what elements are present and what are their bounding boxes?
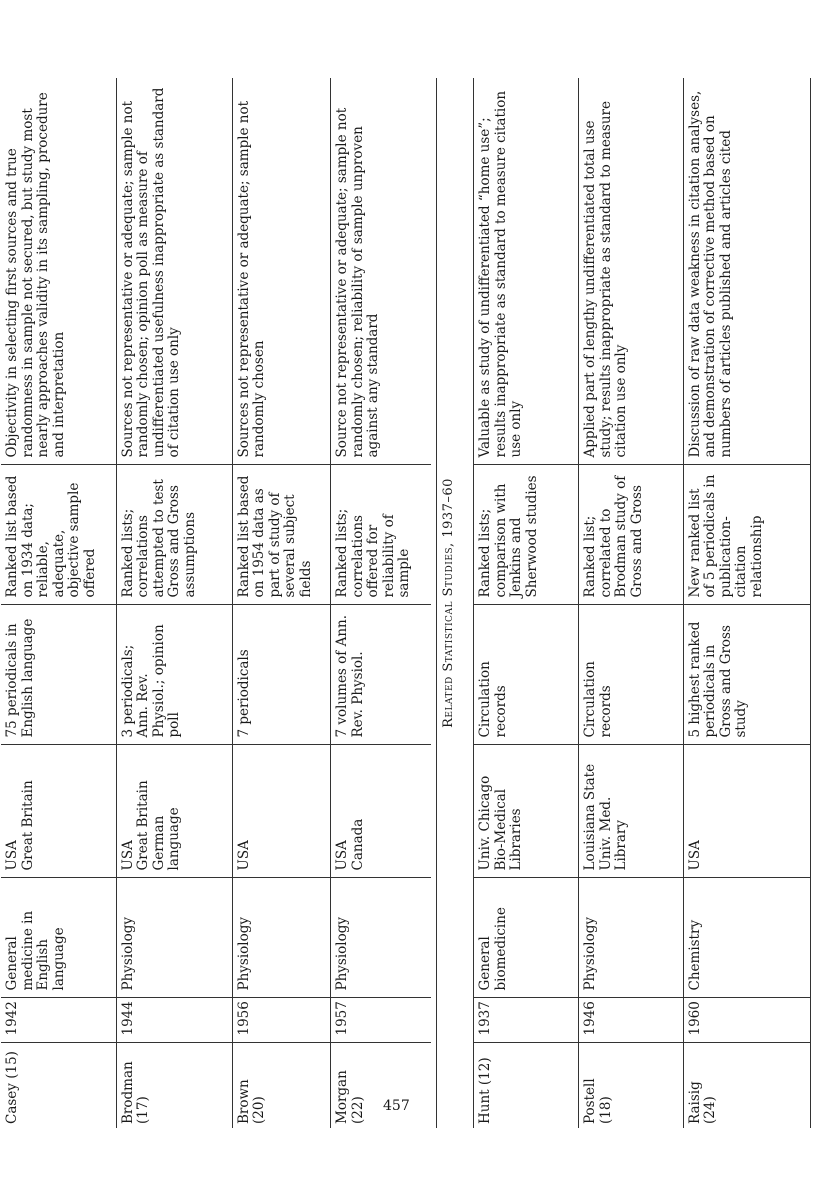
- author-cell: Brown (20): [232, 1043, 331, 1128]
- year-cell: 1946: [579, 998, 684, 1043]
- source-cell: 3 periodicals; Ann. Rev. Physiol.; opinion poll: [116, 605, 232, 745]
- related-studies-table: [436, 78, 811, 1128]
- source-cell: 5 highest ranked periodicals in Gross and Gross study: [683, 605, 810, 745]
- field-cell: Physiology: [331, 878, 431, 998]
- author-cell: Casey (15): [1, 1043, 116, 1128]
- country-cell: USA: [232, 745, 331, 878]
- results-cell: Ranked list based on 1954 data as part of study of several subject fields: [232, 465, 331, 605]
- source-cell: 75 periodicals in English language: [1, 605, 116, 745]
- year-cell: 1960: [683, 998, 810, 1043]
- results-cell: Ranked lists; correlations attempted to test Gross and Gross assumptions: [116, 465, 232, 605]
- author-cell: Brodman (17): [116, 1043, 232, 1128]
- year-cell: 1944: [116, 998, 232, 1043]
- studies-table: [1, 78, 431, 1128]
- country-cell: USA: [683, 745, 810, 878]
- table-row: [683, 78, 810, 1128]
- source-cell: Circulation records: [474, 605, 579, 745]
- author-cell: Postell (18): [579, 1043, 684, 1128]
- country-cell: USA Great Britain: [1, 745, 116, 878]
- source-cell: Circulation records: [579, 605, 684, 745]
- country-cell: Univ. Chicago Bio-Medical Libraries: [474, 745, 579, 878]
- country-cell: Louisiana State Univ. Med. Library: [579, 745, 684, 878]
- table-row: [579, 78, 684, 1128]
- author-cell: Hunt (12): [474, 1043, 579, 1128]
- source-cell: 7 periodicals: [232, 605, 331, 745]
- table-row: [331, 78, 431, 1128]
- author-cell: Morgan (22): [334, 1070, 366, 1124]
- evaluation-cell: Applied part of lengthy undifferentiated total use study; results inappropriate as standard to measure citation use only: [579, 78, 684, 465]
- section-heading: Related Statistical Studies, 1937–60: [437, 78, 474, 1128]
- page-number: 457: [383, 1098, 410, 1114]
- field-cell: Chemistry: [683, 878, 810, 998]
- results-cell: Ranked lists; correlations offered for reliability of sample: [331, 465, 431, 605]
- evaluation-cell: Objectivity in selecting first sources and true randomness in sample not secured, but study most nearly approaches validity in its sampling, procedure and interpretation: [1, 78, 116, 465]
- results-cell: Ranked lists; comparison with Jenkins and Sherwood studies: [474, 465, 579, 605]
- country-cell: USA Canada: [331, 745, 431, 878]
- table-row: [232, 78, 331, 1128]
- evaluation-cell: Discussion of raw data weakness in citation analyses, and demonstration of corrective method based on numbers of articles published and articles cited: [683, 78, 810, 465]
- field-cell: General biomedicine: [474, 878, 579, 998]
- table-row: [116, 78, 232, 1128]
- year-cell: 1937: [474, 998, 579, 1043]
- year-cell: 1956: [232, 998, 331, 1043]
- field-cell: Physiology: [579, 878, 684, 998]
- evaluation-cell: Sources not representative or adequate; sample not randomly chosen; opinion poll as measure of undifferentiated usefulness inappropriate as standard of citation use only: [116, 78, 232, 465]
- results-cell: Ranked list based on 1934 data; reliable, adequate, objective sample offered: [1, 465, 116, 605]
- evaluation-cell: Valuable as study of undifferentiated “home use”; results inappropriate as standard to measure citation use only: [474, 78, 579, 465]
- author-cell: Raisig (24): [683, 1043, 810, 1128]
- year-cell: 1957: [331, 998, 431, 1043]
- field-cell: General medicine in English language: [1, 878, 116, 998]
- source-cell: 7 volumes of Ann. Rev. Physiol.: [331, 605, 431, 745]
- evaluation-cell: Source not representative or adequate; sample not randomly chosen; reliability of sample unproven against any standard: [331, 78, 431, 465]
- results-cell: Ranked list; correlated to Brodman study of Gross and Gross: [579, 465, 684, 605]
- table-row: [1, 78, 116, 1128]
- table-row: [474, 78, 579, 1128]
- field-cell: Physiology: [232, 878, 331, 998]
- field-cell: Physiology: [116, 878, 232, 998]
- results-cell: New ranked list of 5 periodicals in publication-citation relationship: [683, 465, 810, 605]
- year-cell: 1942: [1, 998, 116, 1043]
- evaluation-cell: Sources not representative or adequate; sample not randomly chosen: [232, 78, 331, 465]
- country-cell: USA Great Britain German language: [116, 745, 232, 878]
